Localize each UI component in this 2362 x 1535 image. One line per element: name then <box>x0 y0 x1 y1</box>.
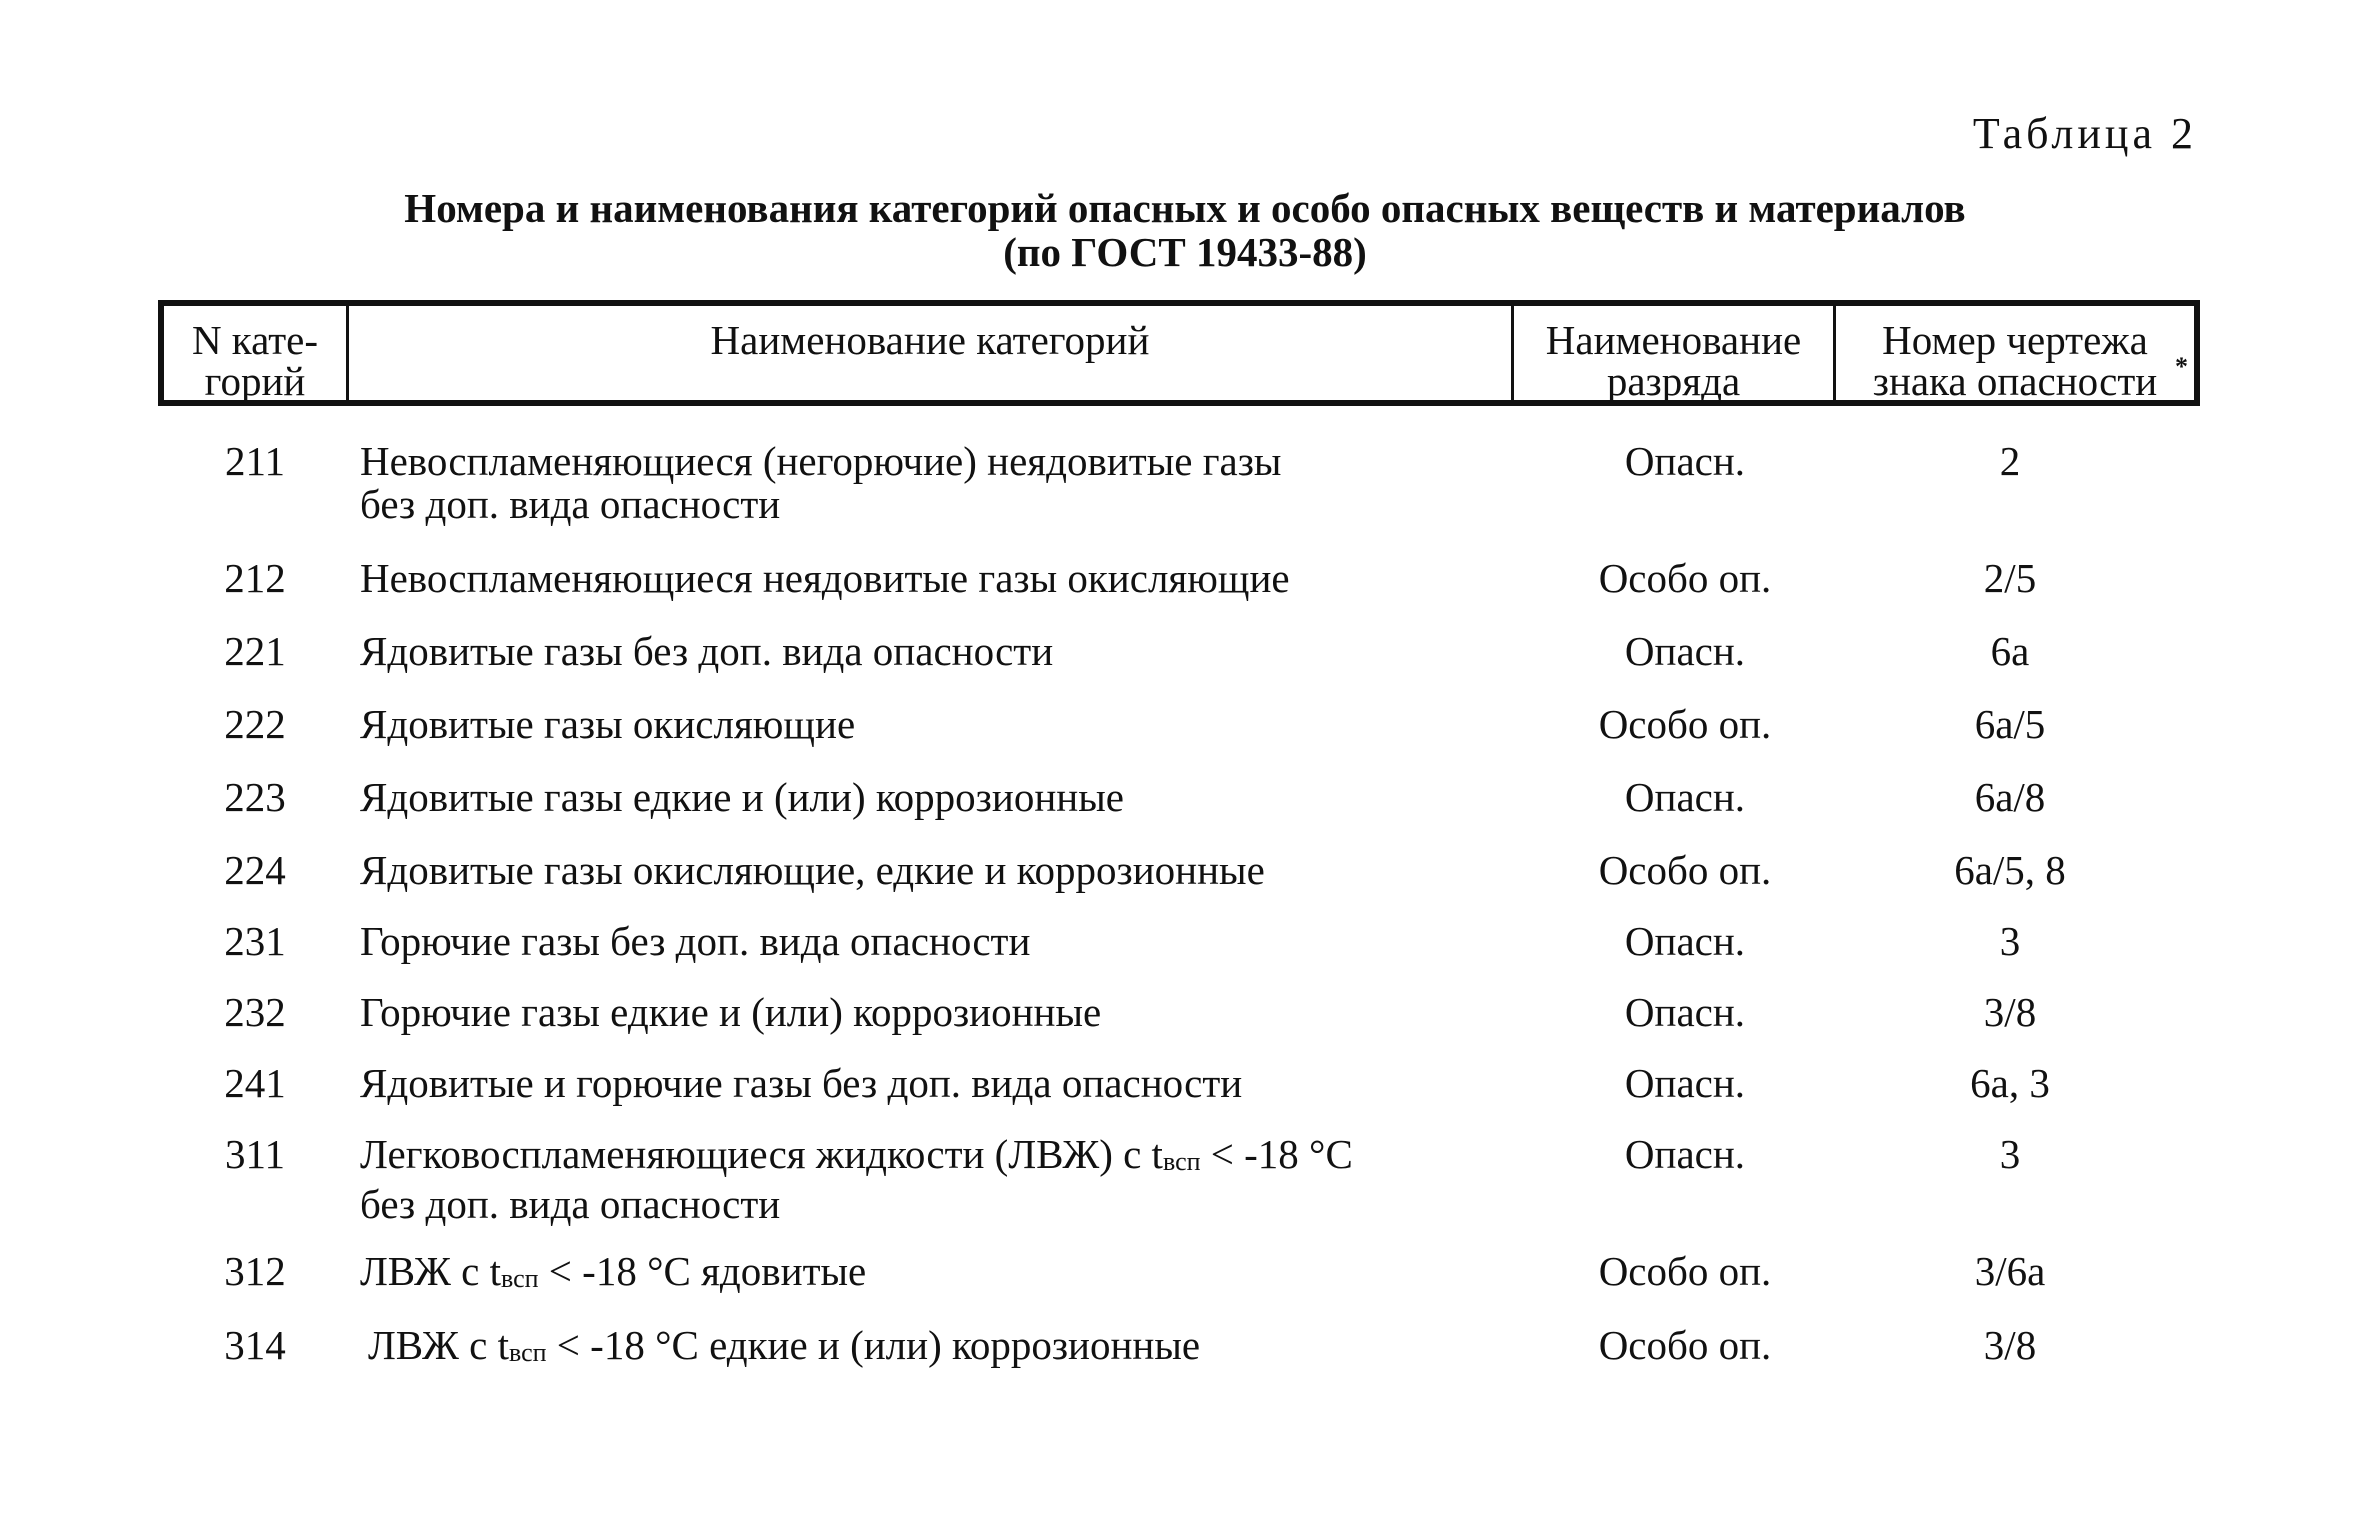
category-name <box>360 630 1500 673</box>
rank-name: Особо оп. <box>1598 555 1772 601</box>
category-number: 232 <box>224 989 286 1035</box>
category-name <box>360 1250 1500 1300</box>
rank-name: Опасн. <box>1624 438 1746 484</box>
header-category-number-line-2: горий <box>204 358 306 404</box>
category-name-text: < -18 °C <box>1200 1131 1353 1177</box>
category-name-line: Ядовитые газы окисляющие <box>360 701 856 747</box>
caption-line-1: Номера и наименования категорий опасных и особо опасных веществ и материалов <box>404 185 1966 231</box>
sign-drawing-number: 3 <box>1999 918 2021 964</box>
sign-drawing-number: 6а/8 <box>1974 774 2046 820</box>
category-name <box>360 557 1500 600</box>
header-rank-name <box>1514 306 1836 404</box>
flash-point-subscript: всп <box>500 1264 539 1293</box>
rank-name: Опасн. <box>1624 628 1746 674</box>
sign-drawing-number: 6а, 3 <box>1970 1060 2050 1106</box>
rank-name: Опасн. <box>1624 1060 1746 1106</box>
category-name-line: без доп. вида опасности <box>360 1181 781 1227</box>
category-name-text: < -18 °C ядовитые <box>538 1248 867 1294</box>
flash-point-subscript: всп <box>508 1338 547 1367</box>
category-name-line: Горючие газы едкие и (или) коррозионные <box>360 989 1102 1035</box>
sign-drawing-number: 3/8 <box>1983 1322 2037 1368</box>
header-rank-name-line-2: разряда <box>1606 358 1741 404</box>
sign-drawing-number: 6а/5, 8 <box>1954 847 2066 893</box>
category-name-text: < -18 °C едкие и (или) коррозионные <box>546 1322 1201 1368</box>
category-name <box>360 703 1500 746</box>
category-number: 223 <box>224 774 286 820</box>
category-number: 314 <box>224 1322 286 1368</box>
category-name-line <box>360 1133 1500 1183</box>
table-caption <box>350 186 2020 274</box>
category-name <box>368 1324 1508 1374</box>
rank-name: Опасн. <box>1624 774 1746 820</box>
category-name <box>360 1133 1500 1226</box>
category-name <box>360 776 1500 819</box>
category-name <box>360 920 1500 963</box>
rank-name: Особо оп. <box>1598 701 1772 747</box>
sign-drawing-number: 3/6а <box>1974 1248 2046 1294</box>
header-category-name <box>349 306 1514 400</box>
category-number: 211 <box>225 438 285 484</box>
category-name <box>360 991 1500 1034</box>
category-number: 221 <box>224 628 286 674</box>
category-name <box>360 849 1500 892</box>
category-name-line: Невоспламеняющиеся неядовитые газы окисляющие <box>360 555 1290 601</box>
rank-name: Опасн. <box>1624 1131 1746 1177</box>
sign-drawing-number: 6а <box>1990 628 2030 674</box>
header-sign-drawing-number <box>1836 306 2194 404</box>
footnote-asterisk: * <box>2175 352 2188 381</box>
header-rank-name-line-1: Наименование <box>1545 317 1802 363</box>
category-name-line: Ядовитые газы окисляющие, едкие и коррозионные <box>360 847 1265 893</box>
caption-line-2: (по ГОСТ 19433-88) <box>1003 229 1367 275</box>
table-header <box>158 300 2200 406</box>
category-number: 224 <box>224 847 286 893</box>
flash-point-subscript: всп <box>1162 1147 1201 1176</box>
header-category-name-text: Наименование категорий <box>710 317 1150 363</box>
category-name-text: Легковоспламеняющиеся жидкости (ЛВЖ) с t <box>360 1131 1163 1177</box>
category-name-line: Невоспламеняющиеся (негорючие) неядовитые газы <box>360 438 1282 484</box>
rank-name: Опасн. <box>1624 989 1746 1035</box>
category-number: 312 <box>224 1248 286 1294</box>
category-number: 222 <box>224 701 286 747</box>
category-name-text: ЛВЖ с t <box>368 1322 509 1368</box>
table-number-label: Таблица 2 <box>1972 109 2197 158</box>
sign-drawing-number: 3/8 <box>1983 989 2037 1035</box>
category-number: 212 <box>224 555 286 601</box>
rank-name: Опасн. <box>1624 918 1746 964</box>
header-sign-line-1: Номер чертежа <box>1882 317 2148 363</box>
category-name-line <box>360 1250 1500 1300</box>
header-sign-line-2: знака опасности <box>1872 358 2158 404</box>
category-name <box>360 440 1500 526</box>
category-number: 311 <box>225 1131 285 1177</box>
rank-name: Особо оп. <box>1598 1248 1772 1294</box>
rank-name: Особо оп. <box>1598 1322 1772 1368</box>
category-name-line: Ядовитые газы без доп. вида опасности <box>360 628 1054 674</box>
sign-drawing-number: 6а/5 <box>1974 701 2046 747</box>
header-category-number-line-1: N кате- <box>191 317 319 363</box>
category-name-text: ЛВЖ с t <box>360 1248 501 1294</box>
header-category-number <box>164 306 349 404</box>
category-name-line: Ядовитые газы едкие и (или) коррозионные <box>360 774 1124 820</box>
rank-name: Особо оп. <box>1598 847 1772 893</box>
category-number: 241 <box>224 1060 286 1106</box>
category-name-line: Ядовитые и горючие газы без доп. вида опасности <box>360 1060 1243 1106</box>
category-number: 231 <box>224 918 286 964</box>
sign-drawing-number: 2 <box>1999 438 2021 484</box>
sign-drawing-number: 3 <box>1999 1131 2021 1177</box>
category-name-line: Горючие газы без доп. вида опасности <box>360 918 1031 964</box>
category-name <box>360 1062 1500 1105</box>
category-name-line: без доп. вида опасности <box>360 481 781 527</box>
sign-drawing-number: 2/5 <box>1983 555 2037 601</box>
category-name-line <box>368 1324 1508 1374</box>
